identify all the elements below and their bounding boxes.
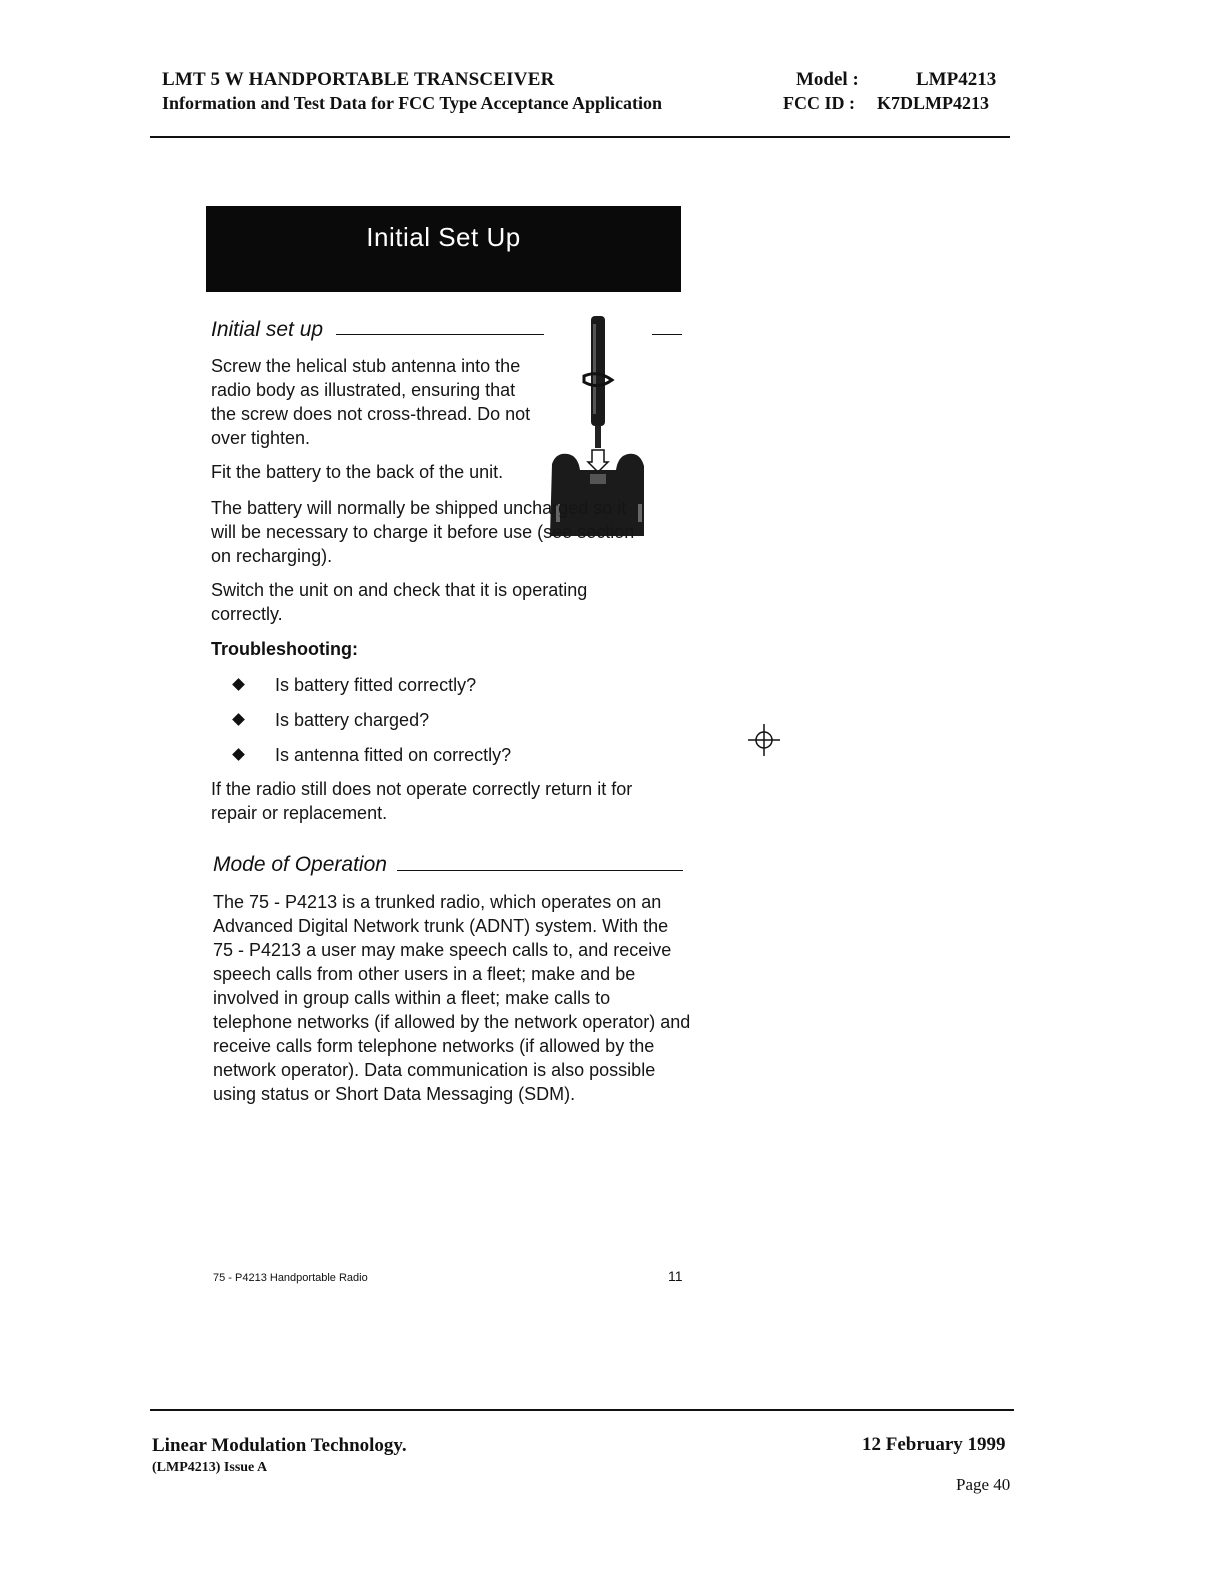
fcc-id-label: FCC ID :	[783, 93, 855, 113]
troubleshooting-closing: If the radio still does not operate correctly return it for repair or replacement.	[211, 779, 633, 823]
mode-of-operation-paragraph: The 75 - P4213 is a trunked radio, which operates on an Advanced Digital Network trunk (ADNT) system. With the 75 - P4213 a user may make speech calls to, and receive speech calls from other users in a fleet; make and be involved in group calls within a fleet; make calls to telephone networks (if allowed by the network operator) and receive calls form telephone networks (if allowed by the network operator). Data communication is also possible using status or Short Data Messaging (SDM).	[213, 892, 691, 1104]
troubleshooting-item: Is antenna fitted on correctly?	[275, 745, 512, 765]
diamond-bullet-icon	[232, 678, 245, 691]
banner-title: Initial Set Up	[366, 222, 521, 252]
document-title: LMT 5 W HANDPORTABLE TRANSCEIVER	[162, 69, 555, 90]
model-label: Model :	[796, 69, 859, 90]
section-banner	[206, 206, 681, 292]
model-value: LMP4213	[916, 69, 997, 90]
diamond-bullet-icon	[232, 748, 245, 761]
setup-paragraph-battery-fit: Fit the battery to the back of the unit.	[211, 462, 504, 482]
troubleshooting-item: Is battery charged?	[275, 710, 430, 730]
heading-rule	[336, 334, 544, 335]
company-name: Linear Modulation Technology.	[152, 1435, 407, 1456]
heading-rule-right	[652, 334, 682, 335]
page-number: Page 40	[956, 1475, 1011, 1494]
diamond-bullet-icon	[232, 713, 245, 726]
setup-paragraph-antenna: Screw the helical stub antenna into the radio body as illustrated, ensuring that the screw does not cross-thread. Do not over tighten.	[211, 356, 531, 448]
issue-label: (LMP4213) Issue A	[152, 1460, 268, 1475]
footer-divider	[150, 1409, 1014, 1411]
header-divider	[150, 136, 1010, 138]
document-subtitle: Information and Test Data for FCC Type Acceptance Application	[162, 93, 663, 113]
setup-paragraph-battery-charge	[211, 496, 651, 568]
initial-setup-heading: Initial set up	[211, 318, 324, 341]
registration-mark-icon	[744, 722, 784, 762]
troubleshooting-heading: Troubleshooting:	[211, 639, 358, 659]
down-arrow-icon	[588, 450, 608, 472]
mode-of-operation-heading: Mode of Operation	[213, 853, 387, 876]
heading-rule	[397, 870, 683, 871]
troubleshooting-item: Is battery fitted correctly?	[275, 675, 477, 695]
inner-footer-doc-name: 75 - P4213 Handportable Radio	[213, 1272, 368, 1284]
inner-footer-page-number: 11	[668, 1268, 683, 1284]
fcc-id-value: K7DLMP4213	[877, 93, 989, 113]
document-date: 12 February 1999	[862, 1434, 1006, 1455]
setup-paragraph-battery-charge-text: The battery will normally be shipped uncharged so it will be necessary to charge it before use (see section on recharging).	[211, 498, 635, 566]
setup-paragraph-switch-on: Switch the unit on and check that it is operating correctly.	[211, 580, 588, 624]
